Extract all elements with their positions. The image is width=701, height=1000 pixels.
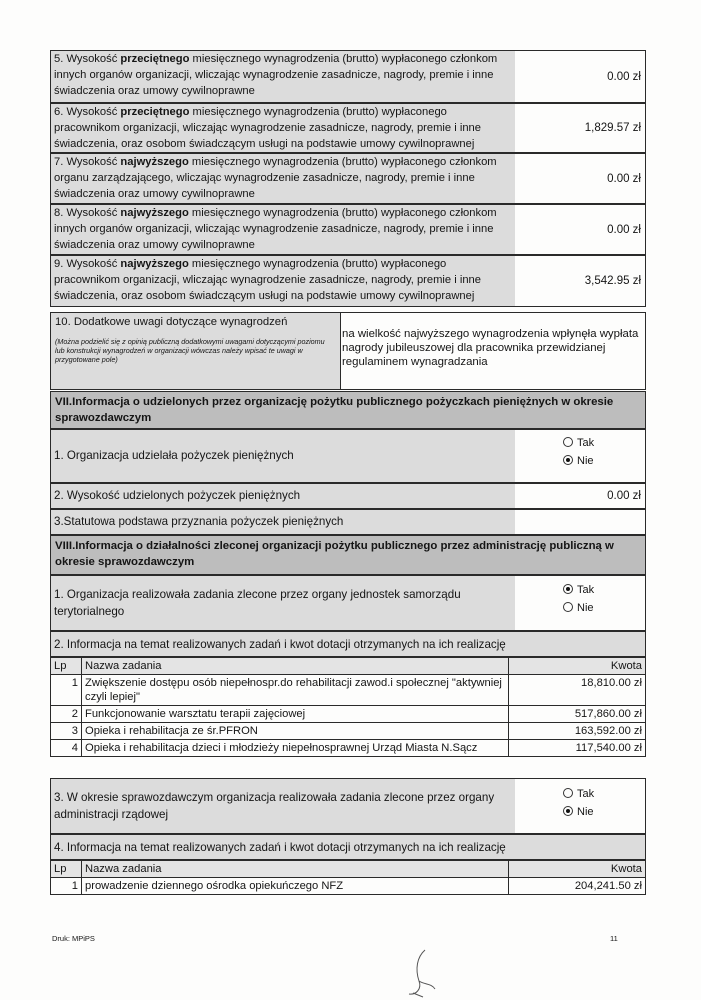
wage-label: 5. Wysokość przeciętnego miesięcznego wynagrodzenia (brutto) wypłaconego członkom innych organów organizacji, wliczając wynagrodzenie zasadnicze, nagrody, premie i inne świadczenia oraz umowy cywilnoprawne [51,51,516,102]
row-amount: 117,540.00 zł [509,740,646,757]
table-row [51,706,646,723]
loans-amount-value: 0.00 zł [515,484,645,508]
remarks-label-cell [51,313,341,389]
wage-row [50,204,646,255]
table-row [51,723,646,740]
wage-row [50,50,646,103]
header-lp: Lp [51,658,82,675]
remarks-row [50,312,646,390]
radio-tak-icon [563,437,573,447]
wage-row [50,153,646,204]
radio-tak-icon [563,788,573,798]
radio-nie[interactable]: Nie [563,803,641,821]
header-lp: Lp [51,861,82,878]
section-viii-title: VIII.Informacja o działalności zleconej organizacji pożytku publicznego przez administrację publiczną w okresie sprawozdawczym [50,535,646,575]
radio-nie-selected-icon [563,455,573,465]
wage-value: 1,829.57 zł [515,104,645,152]
table-row [51,675,646,706]
row-amount: 204,241.50 zł [509,878,646,895]
wage-value: 0.00 zł [515,205,645,254]
wage-value: 0.00 zł [515,154,645,203]
row-name: prowadzenie dziennego ośrodka opiekuńczego NFZ [82,878,509,895]
wage-label: 6. Wysokość przeciętnego miesięcznego wynagrodzenia (brutto) wypłaconego pracownikom organizacji, wliczając wynagrodzenie zasadnicze, nagrody, premie i inne świadczenia, oraz osobom świadczącym usługi na podstawie umowy cywilnoprawnej [51,104,516,152]
table-header-row [51,861,646,878]
remarks-answer: na wielkość najwyższego wynagrodzenia wpłynęła wypłata nagrody jubileuszowej dla pracownika przewidzianej regulaminem wynagradzania [342,328,639,368]
radio-tak[interactable]: Tak [563,785,641,803]
row-lp: 1 [51,878,82,895]
loans-label: 1. Organizacja udzielała pożyczek pieniężnych [51,430,516,482]
radio-tak[interactable]: Tak [563,581,641,599]
section-vii-title: VII.Informacja o udzielonych przez organizację pożytku publicznego pożyczkach pieniężnych w okresie sprawozdawczym [50,391,646,429]
row-name: Opieka i rehabilitacja ze śr.PFRON [82,723,509,740]
row-lp: 3 [51,723,82,740]
wage-row [50,103,646,153]
wage-label: 9. Wysokość najwyższego miesięcznego wynagrodzenia (brutto) wypłaconego pracownikom organizacji, wliczając wynagrodzenie zasadnicze, nagrody, premie i inne świadczenia, oraz osobom świadczącym usługi na podstawie umowy cywilnoprawnej [51,256,516,306]
page-number: 11 [610,934,618,943]
signature-mark [395,945,455,1000]
wage-value: 0.00 zł [515,51,645,102]
row-name: Funkcjonowanie warsztatu terapii zajęciowej [82,706,509,723]
jst-question [50,575,646,631]
gov-tasks-caption: 4. Informacja na temat realizowanych zadań i kwot dotacji otrzymanych na ich realizację [50,834,646,860]
jst-label: 1. Organizacja realizowała zadania zlecone przez organy jednostek samorządu terytorialnego [51,576,516,630]
header-amount: Kwota [509,861,646,878]
radio-tak-selected-icon [563,584,573,594]
row-name: Zwiększenie dostępu osób niepełnospr.do rehabilitacji zawod.i społecznej "aktywniej czyli lepiej" [82,675,509,706]
table-row [51,878,646,895]
row-name: Opieka i rehabilitacja dzieci i młodzieży niepełnosprawnej Urząd Miasta N.Sącz [82,740,509,757]
header-name: Nazwa zadania [82,658,509,675]
loans-basis-value [515,510,645,534]
loans-amount-row [50,483,646,509]
remarks-hint: (Można podzielić się z opinią publiczną dodatkowymi uwagami dotyczącymi poziomu lub konstrukcji wynagrodzeń w organizacji wówczas należy wpisać te uwagi w przygotowane pole) [55,337,325,364]
radio-tak[interactable]: Tak [563,434,641,452]
gov-question [50,778,646,834]
jst-tasks-caption: 2. Informacja na temat realizowanych zadań i kwot dotacji otrzymanych na ich realizację [50,631,646,657]
jst-radio-group [515,576,645,630]
loans-basis-row [50,509,646,535]
row-lp: 4 [51,740,82,757]
loans-amount-label: 2. Wysokość udzielonych pożyczek pieniężnych [51,484,516,508]
radio-nie[interactable]: Nie [563,599,641,617]
remarks-title: 10. Dodatkowe uwagi dotyczące wynagrodzeń [55,316,288,328]
table-row [51,740,646,757]
gov-radio-group [515,779,645,833]
radio-nie[interactable]: Nie [563,452,641,470]
wage-label: 7. Wysokość najwyższego miesięcznego wynagrodzenia (brutto) wypłaconego członkom organu zarządzającego, wliczając wynagrodzenie zasadnicze, nagrody, premie i inne świadczenia oraz umowy cywilnoprawne [51,154,516,203]
radio-nie-icon [563,602,573,612]
wage-label: 8. Wysokość najwyższego miesięcznego wynagrodzenia (brutto) wypłaconego członkom innych organów organizacji, wliczając wynagrodzenie zasadnicze, nagrody, premie i inne świadczenia oraz umowy cywilnoprawne [51,205,516,254]
radio-nie-selected-icon [563,806,573,816]
header-name: Nazwa zadania [82,861,509,878]
row-lp: 2 [51,706,82,723]
footer-print: Druk: MPiPS [52,934,95,943]
loans-basis-label: 3.Statutowa podstawa przyznania pożyczek pieniężnych [51,510,516,534]
gov-label: 3. W okresie sprawozdawczym organizacja realizowała zadania zlecone przez organy administracji rządowej [51,779,516,833]
header-amount: Kwota [509,658,646,675]
row-amount: 18,810.00 zł [509,675,646,706]
loans-radio-group [515,430,645,482]
row-lp: 1 [51,675,82,706]
loans-question [50,429,646,483]
gov-tasks-table [50,860,646,895]
row-amount: 517,860.00 zł [509,706,646,723]
row-amount: 163,592.00 zł [509,723,646,740]
jst-tasks-table [50,657,646,757]
wage-value: 3,542.95 zł [515,256,645,306]
wage-row [50,255,646,307]
table-header-row [51,658,646,675]
